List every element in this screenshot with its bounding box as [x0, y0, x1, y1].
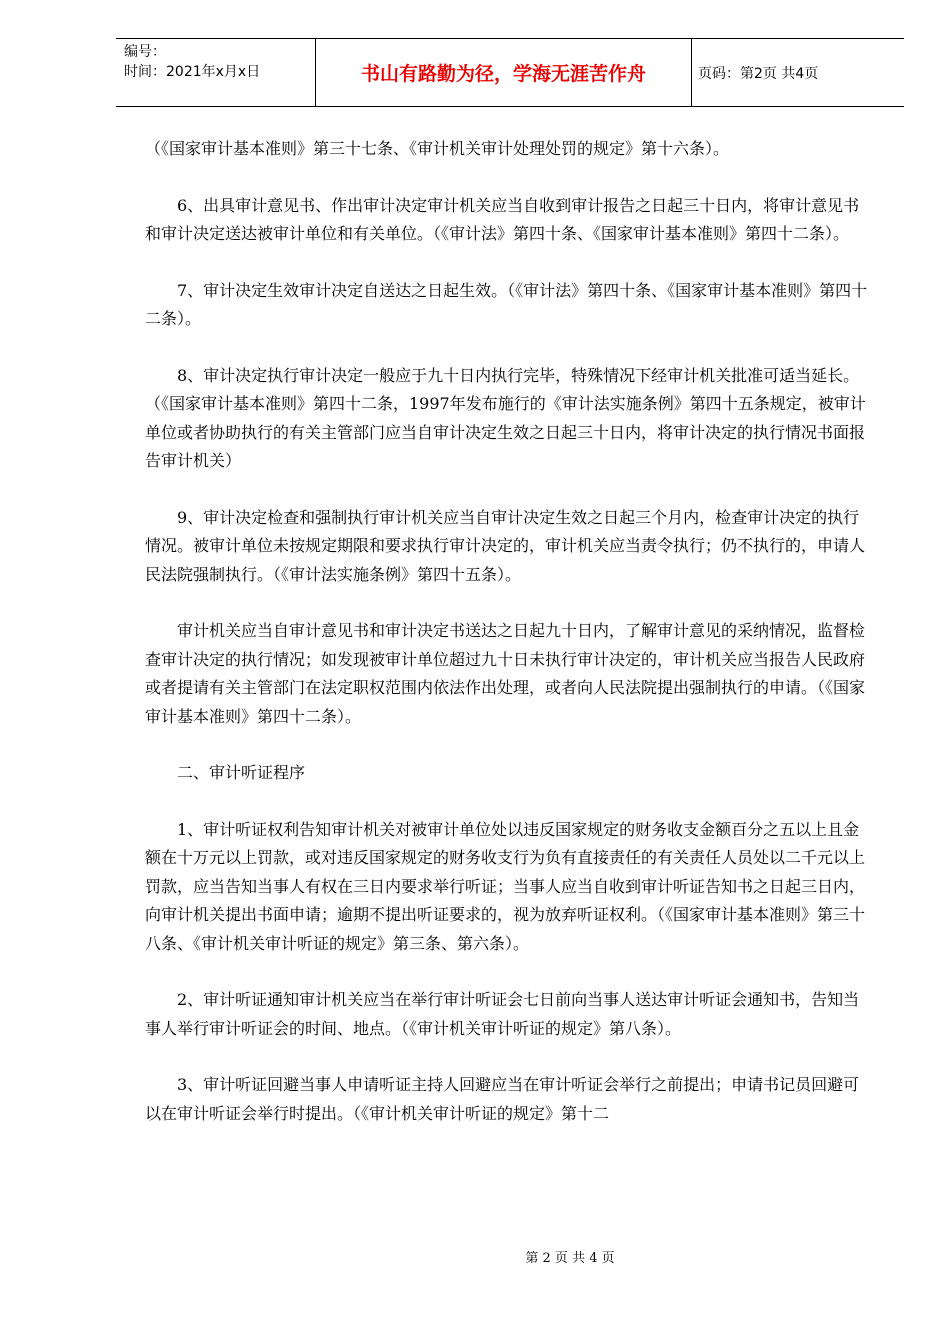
paragraph: 7、审计决定生效审计决定自送达之日起生效。（《审计法》第四十条、《国家审计基本准则》第四十二条）。 [145, 280, 868, 328]
header-page-label: 页码：第2页 共4页 [698, 65, 819, 82]
header-number-label: 编号： [124, 44, 166, 60]
page-footer: 第 2 页 共 4 页 [525, 1251, 615, 1266]
section-heading: 二、审计听证程序 [177, 763, 306, 782]
header-meta [124, 42, 260, 82]
page-header [116, 38, 904, 107]
paragraph: 1、审计听证权利告知审计机关对被审计单位处以违反国家规定的财务收支金额百分之五以上且金额在十万元以上罚款，或对违反国家规定的财务收支行为负有直接责任的有关责任人员处以二千元以上罚款，应当告知当事人有权在三日内要求举行听证；当事人应当自收到审计听证告知书之日起三日内，向审计机关提出书面申请；逾期不提出听证要求的，视为放弃听证权利。（《国家审计基本准则》第三十八条、《审计机关审计听证的规定》第三条、第六条）。 [145, 819, 866, 953]
paragraph: 9、审计决定检查和强制执行审计机关应当自审计决定生效之日起三个月内，检查审计决定的执行情况。被审计单位未按规定期限和要求执行审计决定的，审计机关应当责令执行；仍不执行的，申请人民法院强制执行。（《审计法实施条例》第四十五条）。 [145, 507, 866, 584]
header-motto: 书山有路勤为径，学海无涯苦作舟 [315, 39, 692, 106]
paragraph: 审计机关应当自审计意见书和审计决定书送达之日起九十日内，了解审计意见的采纳情况，监督检查审计决定的执行情况；如发现被审计单位超过九十日未执行审计决定的，审计机关应当报告人民政府或者提请有关主管部门在法定职权范围内依法作出处理，或者向人民法院提出强制执行的申请。（《国家审计基本准则》第四十二条）。 [145, 621, 866, 726]
paragraph: 8、审计决定执行审计决定一般应于九十日内执行完毕，特殊情况下经审计机关批准可适当延长。（《国家审计基本准则》第四十二条，1997年发布施行的《审计法实施条例》第四十五条规定，被审计单位或者协助执行的有关主管部门应当自审计决定生效之日起三十日内，将审计决定的执行情况书面报告审计机关） [145, 365, 866, 470]
header-time-label: 时间：2021年x月x日 [124, 64, 261, 80]
paragraph: 2、审计听证通知审计机关应当在举行审计听证会七日前向当事人送达审计听证会通知书，告知当事人举行审计听证会的时间、地点。（《审计机关审计听证的规定》第八条）。 [145, 990, 860, 1038]
paragraph: 6、出具审计意见书、作出审计决定审计机关应当自收到审计报告之日起三十日内，将审计意见书和审计决定送达被审计单位和有关单位。（《审计法》第四十条、《国家审计基本准则》第四十二条）。 [145, 195, 860, 243]
document-body [145, 135, 875, 1156]
paragraph: （《国家审计基本准则》第三十七条、《审计机关审计处理处罚的规定》第十六条）。 [145, 139, 730, 158]
paragraph: 3、审计听证回避当事人申请听证主持人回避应当在审计听证会举行之前提出；申请书记员回避可以在审计听证会举行时提出。（《审计机关审计听证的规定》第十二 [145, 1075, 860, 1123]
